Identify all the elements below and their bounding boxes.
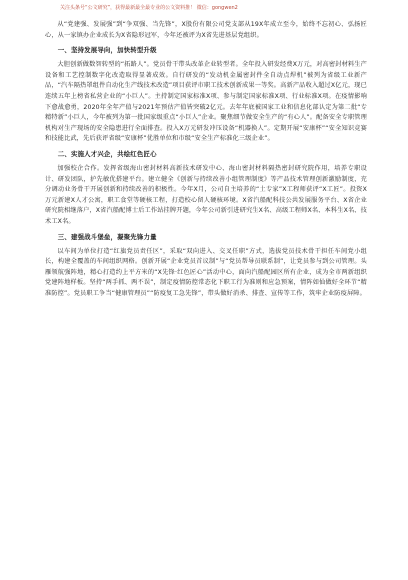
- intro-paragraph: 从“党建强、发展强”到“争双强、当先锋”，X股份有限公司党支部从19X年成立至今，始终不忘初心、弘扬匠心，从一家镇办企业成长为X省隐形冠军，今年还被评为X省先进基层党组织。: [45, 21, 367, 39]
- section-heading-party-building: 三、建强战斗堡垒，凝聚先锋力量: [57, 232, 157, 241]
- section-paragraph-talent: 加强校企合作。发挥省级海山密封材料高新技术研发中心、海山密封材料隔热密封研究院作用，培养专职设计、研发团队，护先敏优搭建平台。建立健全《创新与持续改善小组管理制度》等产品技术管理创新激励制度，充分调动业务骨干开展创新和持续改善的积极性。今年X月，公司自主培养的“土专家”X工程师获评“X工匠”。投资X万元新建X人才公寓，职工食堂等硬核工程，打造校心留人硬核环境。X省汽船配科技公共发展服务平台、X省企业研究院相继落户，X省汽船配博士后工作站挂牌开题，今年公司新引进研究生X名、高级工程师X名、本科生X名、技术工X名。: [45, 164, 367, 225]
- watermark-banner: 关注头条号“公文研究”，获得最新最全最专业的公文资料推！ 微信：gongwen2: [60, 5, 238, 11]
- section-paragraph-development: 大胆创新做数智转型的“拓路人”。党员骨干带头改革企业转型者。全年投入研发经费X万元，对高密封材料生产设备和工艺控制数字化改造取得显著成效。自行研发的“发动机金属密封件全自动点焊机”被列为省级工业新产品，“汽车隔热罩组件自动化生产线技术改造”项目获评市职工技术创新成果一等奖。高新产品收入超过X亿元，现已连续五年上榜省私营企业的“小巨人”。主持制定国家标准X项、参与制定国家标准X项、行业标准X项。在疫情影响下愈战愈勇，2020年全年产值与2021年预估产值皆突破2亿元。去年年底被国家工业和信息化部认定为第二批“专精特新”小巨人，今年被列为第一批国家级重点“小巨人”企业。聚焦细节做安全生产的“有心人”。配备安全专职管理机构对生产现场的安全隐患进行全面排查。投入X万元研发冲压设备“机器换人”。定期开展“安康杯”“安全知识竞赛和技能比武，先后获评省级“安康杯”优胜单位和市级“安全生产标准化三级企业”。: [45, 61, 367, 143]
- section-heading-talent: 二、实施人才兴企，共绘红色匠心: [57, 149, 157, 158]
- section-heading-development: 一、坚持发展导向，加快转型升级: [57, 46, 157, 55]
- article-body: [45, 20, 367, 302]
- section-paragraph-party-building: 以车间为单位打造“红旗党员责任区”，采取“双向进入、交叉任职”方式，选拔党员技术骨干担任车间党小组长，构建全覆盖的车间组织网格。创新开展“企业党员首议制”与“党员帮导员联系制”，让党员参与到公司管理。头雁领航强阵地，精心打造约上平方米的“X先锋·红色匠心”活动中心，面向汽船配园区所有企业，成为全市两新组织党建阵地样板。坚持“两手抓、两不误”，制定疫情防控常态化下职工行为准则和应急预案，情阵如仙做好全环节“精准防控”。党员职工争当“健康管理员”“防疫复工急先锋”，带头做好消杀、排查、宣传等工作，筑牢企业防疫屏障。: [45, 247, 367, 297]
